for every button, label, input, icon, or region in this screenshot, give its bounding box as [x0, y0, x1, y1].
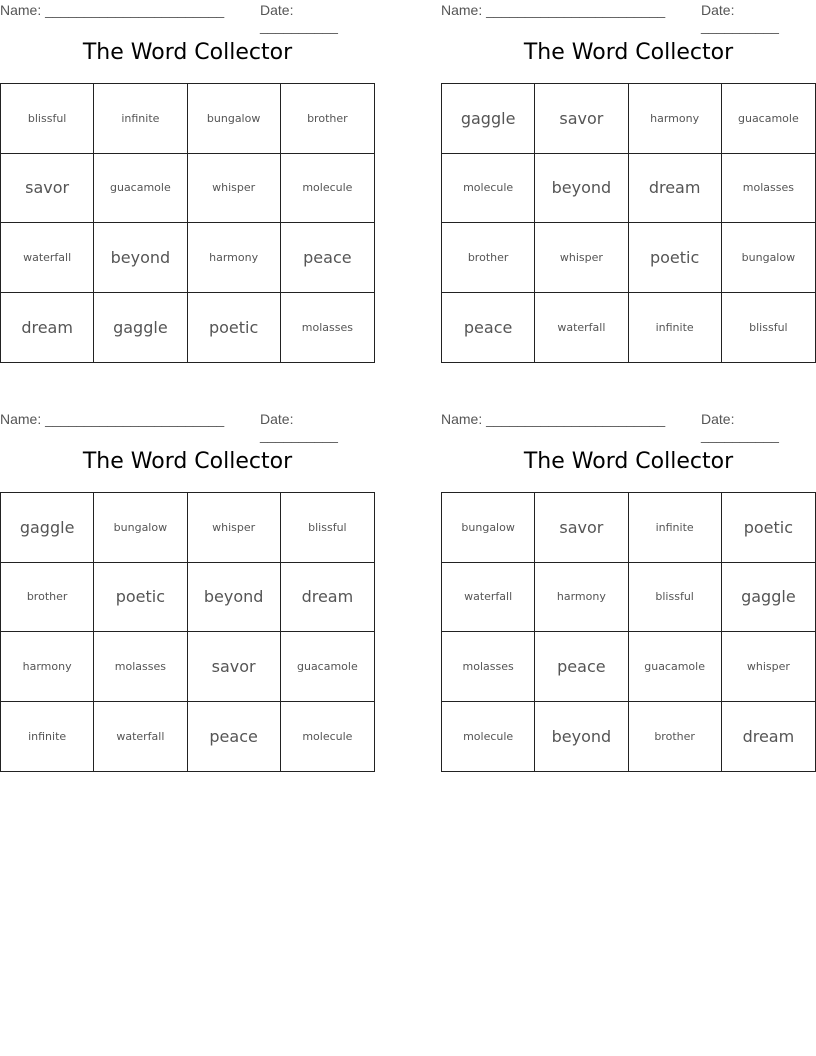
bingo-card-2 [441, 0, 816, 370]
word-cell: harmony [188, 223, 281, 293]
card-title: The Word Collector [82, 449, 293, 474]
word-cell: guacamole [722, 84, 815, 154]
word-cell: peace [442, 293, 535, 363]
name-field-label: Name: _______________________ [441, 2, 666, 18]
word-cell: molecule [442, 154, 535, 224]
name-field-label: Name: _______________________ [441, 411, 666, 427]
word-cell: molecule [302, 729, 353, 743]
card-header [0, 411, 375, 443]
word-cell: bungalow [442, 493, 535, 563]
word-cell: bungalow [188, 84, 281, 154]
word-cell: whisper [188, 154, 281, 224]
date-field-label: Date: __________ [260, 411, 338, 443]
word-cell: waterfall [1, 223, 94, 293]
word-cell: brother [442, 223, 535, 293]
card-title: The Word Collector [82, 40, 293, 65]
word-cell: dream [742, 726, 795, 746]
word-cell: guacamole [94, 154, 187, 224]
word-cell: savor [1, 154, 94, 224]
word-cell: blissful [749, 320, 788, 334]
word-cell: gaggle [94, 293, 187, 363]
word-cell: waterfall [94, 702, 187, 772]
word-cell: beyond [535, 154, 628, 224]
word-cell: infinite [629, 293, 722, 363]
word-cell: poetic [722, 493, 815, 563]
card-header [441, 411, 816, 443]
word-cell: infinite [94, 84, 187, 154]
card-header [0, 2, 375, 34]
word-cell: dream [629, 154, 722, 224]
word-cell: savor [535, 493, 628, 563]
word-cell: gaggle [1, 493, 94, 563]
word-cell: molasses [301, 320, 353, 334]
word-cell: beyond [535, 702, 628, 772]
date-field-label: Date: __________ [701, 411, 779, 443]
name-field-label: Name: _______________________ [0, 2, 225, 18]
word-cell: savor [188, 632, 281, 702]
name-field-label: Name: _______________________ [0, 411, 225, 427]
word-cell: molecule [442, 702, 535, 772]
word-cell: whisper [535, 223, 628, 293]
word-cell: harmony [535, 563, 628, 633]
word-cell: molasses [722, 154, 815, 224]
word-cell: peace [281, 223, 374, 293]
word-cell: beyond [94, 223, 187, 293]
card-header [441, 2, 816, 34]
word-cell: blissful [1, 84, 94, 154]
card-title: The Word Collector [523, 449, 734, 474]
word-cell: infinite [629, 493, 722, 563]
word-cell: waterfall [535, 293, 628, 363]
word-cell: beyond [188, 563, 281, 633]
word-grid [441, 83, 816, 363]
word-cell: brother [1, 563, 94, 633]
word-cell: savor [535, 84, 628, 154]
bingo-card-1 [0, 0, 375, 370]
word-grid [0, 83, 375, 363]
word-grid [441, 492, 816, 772]
word-cell: brother [629, 702, 722, 772]
word-grid [0, 492, 375, 772]
word-cell: poetic [188, 293, 281, 363]
word-cell: waterfall [442, 563, 535, 633]
word-cell: bungalow [94, 493, 187, 563]
word-cell: guacamole [281, 632, 374, 702]
date-field-label: Date: __________ [260, 2, 338, 34]
word-cell: whisper [722, 632, 815, 702]
word-cell: infinite [1, 702, 94, 772]
word-cell: harmony [629, 84, 722, 154]
word-cell: poetic [94, 563, 187, 633]
word-cell: molasses [442, 632, 535, 702]
word-cell: guacamole [629, 632, 722, 702]
bingo-card-3 [0, 409, 375, 779]
word-cell: peace [188, 702, 281, 772]
word-cell: dream [1, 293, 94, 363]
word-cell: peace [535, 632, 628, 702]
word-cell: blissful [629, 563, 722, 633]
word-cell: bungalow [722, 223, 815, 293]
word-cell: gaggle [442, 84, 535, 154]
word-cell: molecule [281, 154, 374, 224]
word-cell: brother [281, 84, 374, 154]
word-cell: blissful [281, 493, 374, 563]
date-field-label: Date: __________ [701, 2, 779, 34]
word-cell: dream [281, 563, 374, 633]
word-cell: poetic [629, 223, 722, 293]
word-cell: gaggle [722, 563, 815, 633]
bingo-card-4 [441, 409, 816, 779]
word-cell: harmony [1, 632, 94, 702]
word-cell: whisper [188, 493, 281, 563]
card-title: The Word Collector [523, 40, 734, 65]
word-cell: molasses [94, 632, 187, 702]
